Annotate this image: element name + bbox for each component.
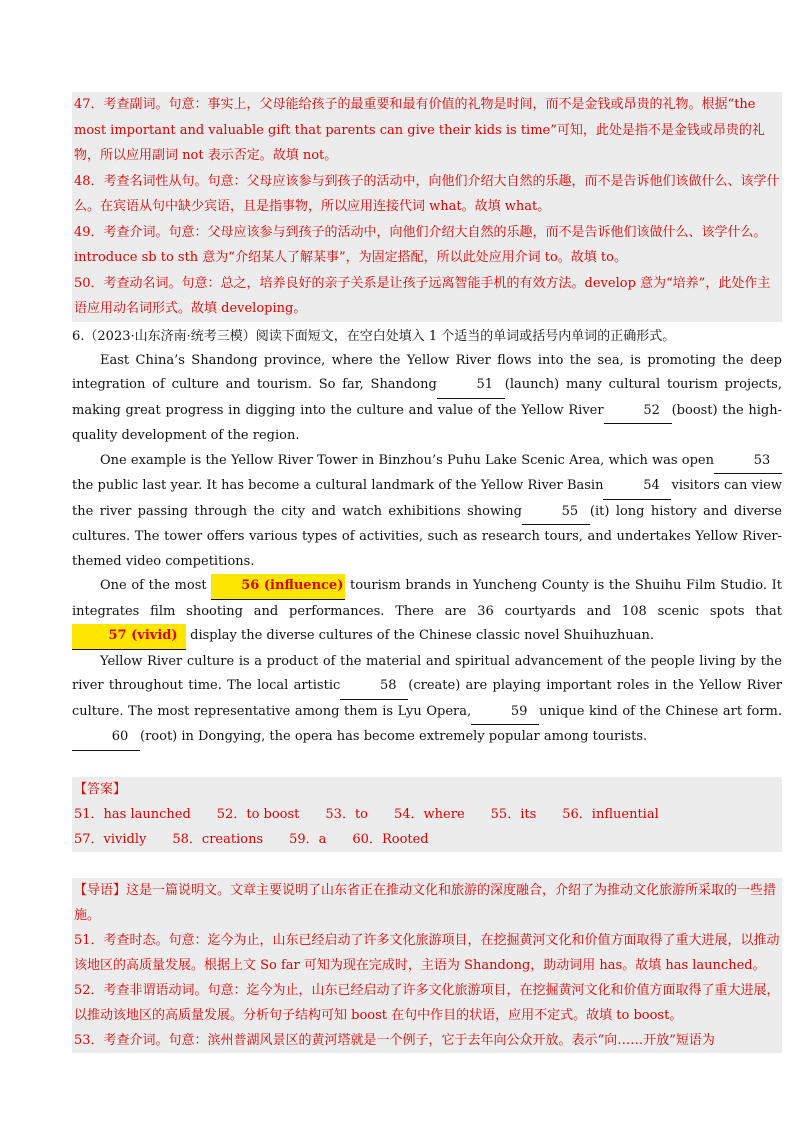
explanation-50: 50．考查动名词。句意：总之，培养良好的亲子关系是让孩子远离智能手机的有效方法。develop 意为“培养”，此处作主语应用动名词形式。故填 developing。 <box>74 275 771 316</box>
previous-explanations <box>72 92 782 322</box>
answer-item: 51．has launched <box>74 806 191 822</box>
blank-51: 51 <box>437 373 505 399</box>
blank-60: 60 <box>72 725 140 751</box>
explanation-47: 47．考查副词。句意：事实上，父母能给孩子的最重要和最有价值的礼物是时间，而不是金钱或昂贵的礼物。根据“the most important and valuable gift that parents can give their kids is time”可知，此处是指不是金钱或昂贵的礼物，所以应用副词 not 表示否定。故填 not。 <box>74 97 765 163</box>
passage-paragraph-2: One example is the Yellow River Tower in Binzhou’s Puhu Lake Scenic Area, which was open 53the public last year. It has become a cultural landmark of the Yellow River Basin 54 visitors can view the river passing through the city and watch exhibitions showing 55 (it) long history and diverse cultures. The tower offers various types of activities, such as research tours, and undertakes Yellow River-themed video competitions. <box>72 449 782 575</box>
guide-item-52: 52．考查非谓语动词。句意：迄今为止，山东已经启动了许多文化旅游项目，在挖掘黄河文化和价值方面取得了重大进展，以推动该地区的高质量发展。分析句子结构可知 boost 在句中作目的状语，应用不定式。故填 to boost。 <box>74 982 780 1023</box>
answer-item: 56．influential <box>562 806 659 822</box>
guide-section <box>72 878 782 1053</box>
explanation-48: 48．考查名词性从句。句意：父母应该参与到孩子的活动中，向他们介绍大自然的乐趣，而不是告诉他们该做什么、该学什么。在宾语从句中缺少宾语，且是指事物，所以应用连接代词 what。故填 what。 <box>74 173 780 214</box>
blank-52: 52 <box>604 399 672 425</box>
answer-heading: 【答案】 <box>74 781 127 797</box>
blank-58: 58 <box>340 674 408 700</box>
reading-passage <box>72 349 782 751</box>
blank-57-highlighted: 57 (vivid) <box>72 624 186 650</box>
blank-54: 54 <box>603 474 671 500</box>
answer-section <box>72 777 782 852</box>
answer-item: 53．to <box>325 806 368 822</box>
answer-item: 54．where <box>394 806 465 822</box>
guide-intro: 【导语】这是一篇说明文。文章主要说明了山东省正在推动文化和旅游的深度融合，介绍了为推动文化旅游所采取的一些措施。 <box>74 882 777 923</box>
guide-item-51: 51．考查时态。句意：迄今为止，山东已经启动了许多文化旅游项目，在挖掘黄河文化和价值方面取得了重大进展，以推动该地区的高质量发展。根据上文 So far 可知为现在完成时，主语为 Shandong，助动词用 has。故填 has launched。 <box>74 932 780 973</box>
passage-paragraph-3: One of the most 56 (influence) tourism brands in Yuncheng County is the Shuihu Film Studio. It integrates film shooting and performances. There are 36 courtyards and 108 scenic spots that 57 (vivid) display the diverse cultures of the Chinese classic novel Shuihuzhuan. <box>72 574 782 650</box>
blank-55: 55 <box>522 500 590 526</box>
passage-paragraph-4: Yellow River culture is a product of the material and spiritual advancement of the people living by the river throughout time. The local artistic 58 (create) are playing important roles in the Yellow River culture. The most representative among them is Lyu Opera, 59 unique kind of the Chinese art form.60 (root) in Dongying, the opera has become extremely popular among tourists. <box>72 650 782 751</box>
blank-56-highlighted: 56 (influence) <box>211 574 345 600</box>
blank-59: 59 <box>471 700 539 726</box>
answer-item: 55．its <box>490 806 537 822</box>
answer-item: 60．Rooted <box>352 831 429 847</box>
answer-list <box>74 802 780 852</box>
explanation-49: 49．考查介词。句意：父母应该参与到孩子的活动中，向他们介绍大自然的乐趣，而不是告诉他们该做什么、该学什么。introduce sb to sth 意为“介绍某人了解某事”，为固定搭配，所以此处应用介词 to。故填 to。 <box>74 224 767 265</box>
document-page <box>72 92 782 1053</box>
blank-53: 53 <box>714 449 782 475</box>
answer-item: 59．a <box>289 831 327 847</box>
passage-paragraph-1: East China’s Shandong province, where the Yellow River flows into the sea, is promoting the deep integration of culture and tourism. So far, Shandong 51 (launch) many cultural tourism projects, making great progress in digging into the culture and value of the Yellow River 52 (boost) the high-quality development of the region. <box>72 352 782 443</box>
answer-item: 58．creations <box>172 831 264 847</box>
question-heading: 6.（2023·山东济南·统考三模）阅读下面短文，在空白处填入 1 个适当的单词或括号内单词的正确形式。 <box>72 328 676 344</box>
guide-item-53: 53．考查介词。句意：滨州普湖风景区的黄河塔就是一个例子，它于去年向公众开放。表示“向……开放”短语为 <box>74 1032 715 1048</box>
answer-item: 57．vividly <box>74 831 147 847</box>
answer-item: 52．to boost <box>216 806 300 822</box>
